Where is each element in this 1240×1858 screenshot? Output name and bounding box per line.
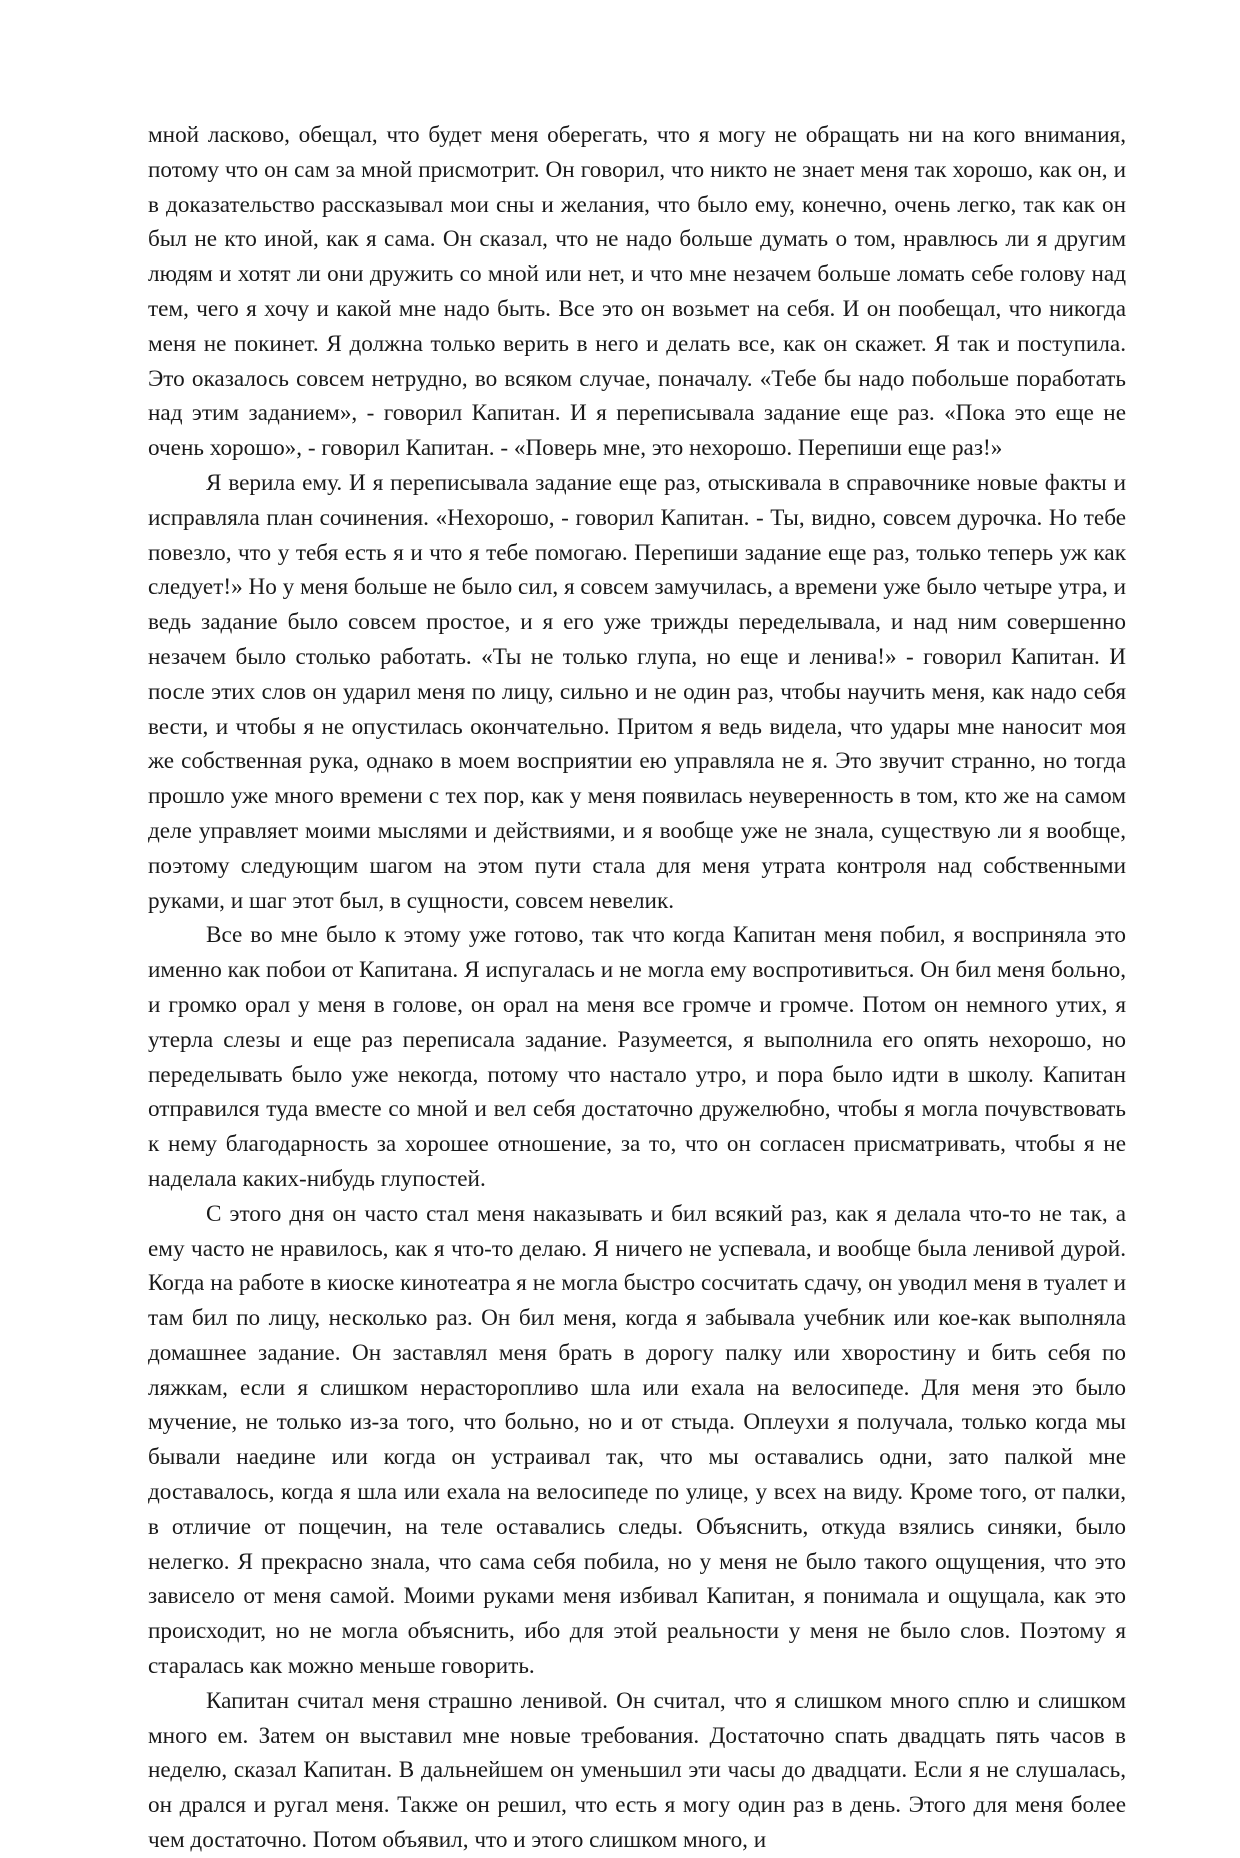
- paragraph-3: Все во мне было к этому уже готово, так что когда Капитан меня побил, я восприняла это именно как побои от Капитана. Я испугалась и не могла ему воспротивиться. Он бил меня больно, и громко орал у меня в голове, он орал на меня все громче и громче. Потом он немного утих, я утерла слезы и еще раз переписала задание. Разумеется, я выполнила его опять нехорошо, но переделывать было уже некогда, потому что настало утро, и пора было идти в школу. Капитан отправился туда вместе со мной и вел себя достаточно дружелюбно, чтобы я могла почувствовать к нему благодарность за хорошее отношение, за то, что он согласен присматривать, чтобы я не наделала каких-нибудь глупостей.: [148, 922, 1126, 1192]
- paragraph-2: Я верила ему. И я переписывала задание еще раз, отыскивала в справочнике новые факты и исправляла план сочинения. «Нехорошо, - говорил Капитан. - Ты, видно, совсем дурочка. Но тебе повезло, что у тебя есть я и что я тебе помогаю. Перепиши задание еще раз, только теперь уж как следует!» Но у меня больше не было сил, я совсем замучилась, а времени уже было четыре утра, и ведь задание было совсем простое, и я его уже трижды переделывала, и над ним совершенно незачем было столько работать. «Ты не только глупа, но еще и ленива!» - говорил Капитан. И после этих слов он ударил меня по лицу, сильно и не один раз, чтобы научить меня, как надо себя вести, и чтобы я не опустилась окончательно. Притом я ведь видела, что удары мне наносит моя же собственная рука, однако в моем восприятии ею управляла не я. Это звучит странно, но тогда прошло уже много времени с тех пор, как у меня появилась неуверенность в том, кто же на самом деле управляет моими мыслями и действиями, и я вообще уже не знала, существую ли я вообще, поэтому следующим шагом на этом пути стала для меня утрата контроля над собственными руками, и шаг этот был, в сущности, совсем невелик.: [148, 469, 1126, 914]
- paragraph-5: Капитан считал меня страшно ленивой. Он считал, что я слишком много сплю и слишком много ем. Затем он выставил мне новые требования. Достаточно спать двадцать пять часов в неделю, сказал Капитан. В дальнейшем он уменьшил эти часы до двадцати. Если я не слушалась, он дрался и ругал меня. Также он решил, что есть я могу один раз в день. Этого для меня более чем достаточно. Потом объявил, что и этого слишком много, и: [148, 1687, 1126, 1854]
- paragraph-1: мной ласково, обещал, что будет меня оберегать, что я могу не обращать ни на кого внимания, потому что он сам за мной присмотрит. Он говорил, что никто не знает меня так хорошо, как он, и в доказательство рассказывал мои сны и желания, что было ему, конечно, очень легко, так как он был не кто иной, как я сама. Он сказал, что не надо больше думать о том, нравлюсь ли я другим людям и хотят ли они дружить со мной или нет, и что мне незачем больше ломать себе голову над тем, чего я хочу и какой мне надо быть. Все это он возьмет на себя. И он пообещал, что никогда меня не покинет. Я должна только верить в него и делать все, как он скажет. Я так и поступила. Это оказалось совсем нетрудно, во всяком случае, поначалу. «Тебе бы надо побольше поработать над этим заданием», - говорил Капитан. И я переписывала задание еще раз. «Пока это еще не очень хорошо», - говорил Капитан. - «Поверь мне, это нехорошо. Перепиши еще раз!»: [148, 122, 1126, 462]
- text-body: [148, 118, 1126, 1858]
- paragraph-4: С этого дня он часто стал меня наказывать и бил всякий раз, как я делала что-то не так, а ему часто не нравилось, как я что-то делаю. Я ничего не успевала, и вообще была ленивой дурой. Когда на работе в киоске кинотеатра я не могла быстро сосчитать сдачу, он уводил меня в туалет и там бил по лицу, несколько раз. Он бил меня, когда я забывала учебник или кое-как выполняла домашнее задание. Он заставлял меня брать в дорогу палку или хворостину и бить себя по ляжкам, если я слишком нерасторопливо шла или ехала на велосипеде. Для меня это было мучение, не только из-за того, что больно, но и от стыда. Оплеухи я получала, только когда мы бывали наедине или когда он устраивал так, что мы оставались одни, зато палкой мне доставалось, когда я шла или ехала на велосипеде по улице, у всех на виду. Кроме того, от палки, в отличие от пощечин, на теле оставались следы. Объяснить, откуда взялись синяки, было нелегко. Я прекрасно знала, что сама себя побила, но у меня не было такого ощущения, что это зависело от меня самой. Моими руками меня избивал Капитан, я понимала и ощущала, как это происходит, но не могла объяснить, ибо для этой реальности у меня не было слов. Поэтому я старалась как можно меньше говорить.: [148, 1200, 1126, 1680]
